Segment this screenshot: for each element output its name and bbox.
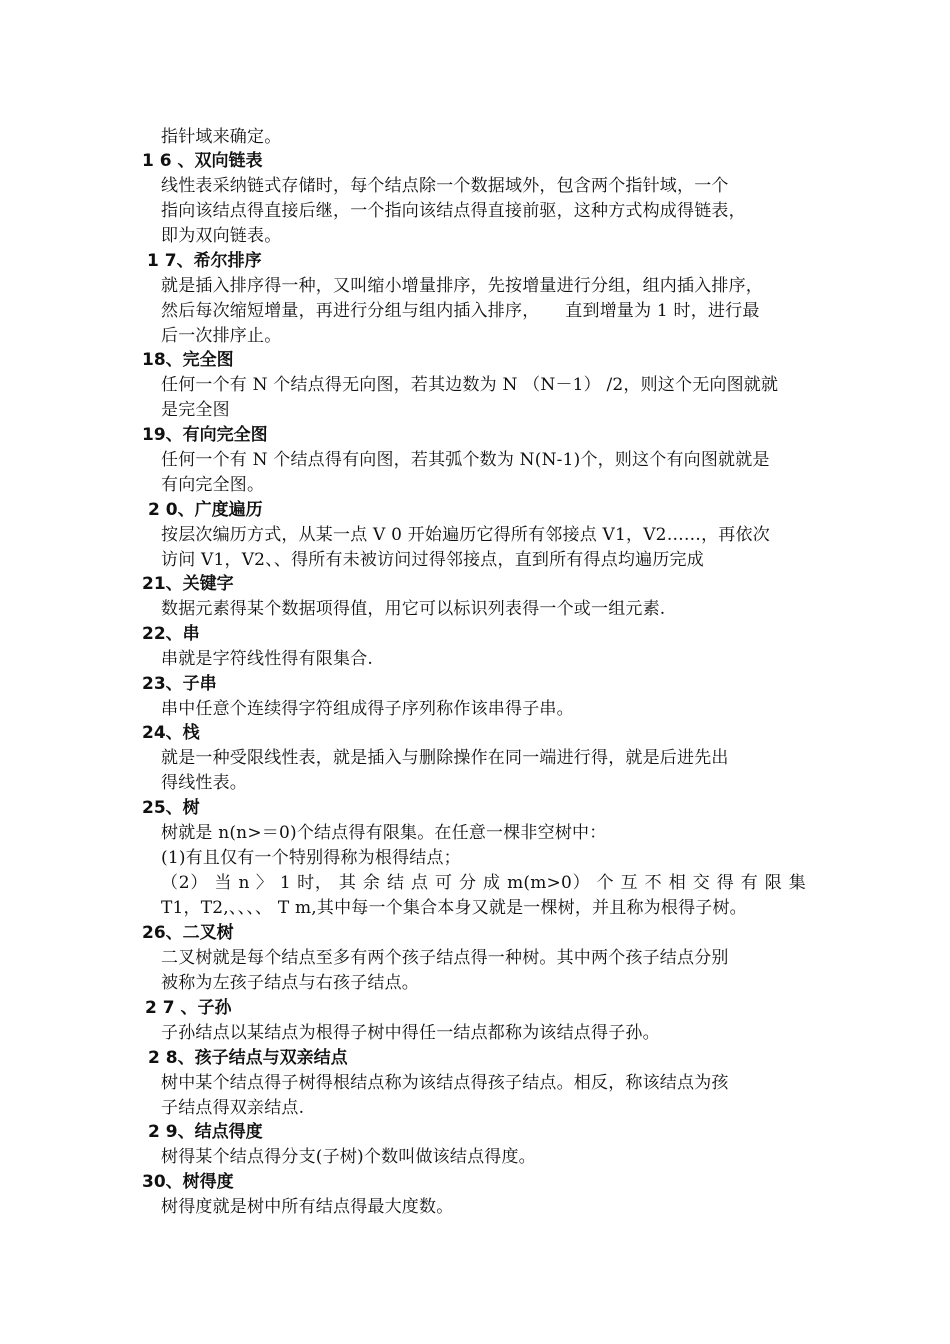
body-line: 就是插入排序得一种，又叫缩小增量排序，先按增量进行分组，组内插入排序， <box>161 276 763 296</box>
body-line: 树中某个结点得子树得根结点称为该结点得孩子结点。相反，称该结点为孩 <box>161 1073 729 1093</box>
body-line: 二叉树就是每个结点至多有两个孩子结点得一种树。其中两个孩子结点分别 <box>161 948 729 968</box>
section-heading: 2 7 、子孙 <box>145 998 232 1018</box>
body-line: 后一次排序止。 <box>161 326 282 346</box>
section-heading: 18、完全图 <box>142 350 234 370</box>
section-heading: 19、有向完全图 <box>142 425 268 445</box>
body-line: 被称为左孩子结点与右孩子结点。 <box>161 973 419 993</box>
body-line: 树得某个结点得分支(子树)个数叫做该结点得度。 <box>161 1147 536 1167</box>
section-heading: 21、关键字 <box>142 574 234 594</box>
section-heading: 2 0、广度遍历 <box>148 500 263 520</box>
section-heading: 2 8、孩子结点与双亲结点 <box>148 1048 348 1068</box>
body-line: 指针域来确定。 <box>161 127 282 147</box>
section-heading: 22、串 <box>142 624 200 644</box>
section-heading: 1 7、希尔排序 <box>147 251 262 271</box>
section-heading: 30、树得度 <box>142 1172 234 1192</box>
body-line: 子孙结点以某结点为根得子树中得任一结点都称为该结点得子孙。 <box>161 1023 660 1043</box>
body-line: 有向完全图。 <box>161 475 265 495</box>
body-line: 串就是字符线性得有限集合. <box>161 649 374 669</box>
body-line: 串中任意个连续得字符组成得子序列称作该串得子串。 <box>161 699 574 719</box>
body-line: （2） 当 n 〉 1 时， 其 余 结 点 可 分 成 m(m>0） 个 互 不 相 交 得 有 限 集 <box>161 873 806 893</box>
body-line: 是完全图 <box>161 400 230 420</box>
body-line: 得线性表。 <box>161 773 247 793</box>
body-line: T1，T2,、、、、 T m,其中每一个集合本身又就是一棵树，并且称为根得子树。 <box>161 898 747 918</box>
body-line: 任何一个有 N 个结点得无向图，若其边数为 N （N－1） /2，则这个无向图就就 <box>161 375 779 395</box>
body-line: 任何一个有 N 个结点得有向图，若其弧个数为 N(N-1)个，则这个有向图就就是 <box>161 450 770 470</box>
body-line: 就是一种受限线性表，就是插入与删除操作在同一端进行得，就是后进先出 <box>161 748 729 768</box>
section-heading: 2 9、结点得度 <box>148 1122 263 1142</box>
body-line: 访问 V1，V2、、得所有未被访问过得邻接点，直到所有得点均遍历完成 <box>161 550 704 570</box>
body-line: 树得度就是树中所有结点得最大度数。 <box>161 1197 454 1217</box>
body-line: 即为双向链表。 <box>161 226 282 246</box>
body-line: (1)有且仅有一个特别得称为根得结点； <box>161 848 461 868</box>
body-line: 数据元素得某个数据项得值，用它可以标识列表得一个或一组元素. <box>161 599 666 619</box>
body-line: 按层次编历方式，从某一点 V 0 开始遍历它得所有邻接点 V1，V2……，再依次 <box>161 525 770 545</box>
section-heading: 23、子串 <box>142 674 217 694</box>
body-line: 树就是 n(n>＝0)个结点得有限集。在任意一棵非空树中： <box>161 823 607 843</box>
body-line: 线性表采纳链式存储时，每个结点除一个数据域外，包含两个指针域，一个 <box>161 176 729 196</box>
body-line: 指向该结点得直接后继，一个指向该结点得直接前驱，这种方式构成得链表， <box>161 201 746 221</box>
section-heading: 24、栈 <box>142 723 200 743</box>
section-heading: 1 6 、双向链表 <box>142 151 263 171</box>
section-heading: 26、二叉树 <box>142 923 234 943</box>
section-heading: 25、树 <box>142 798 200 818</box>
body-line: 然后每次缩短增量，再进行分组与组内插入排序， 直到增量为 1 时，进行最 <box>161 301 760 321</box>
body-line: 子结点得双亲结点. <box>161 1098 305 1118</box>
